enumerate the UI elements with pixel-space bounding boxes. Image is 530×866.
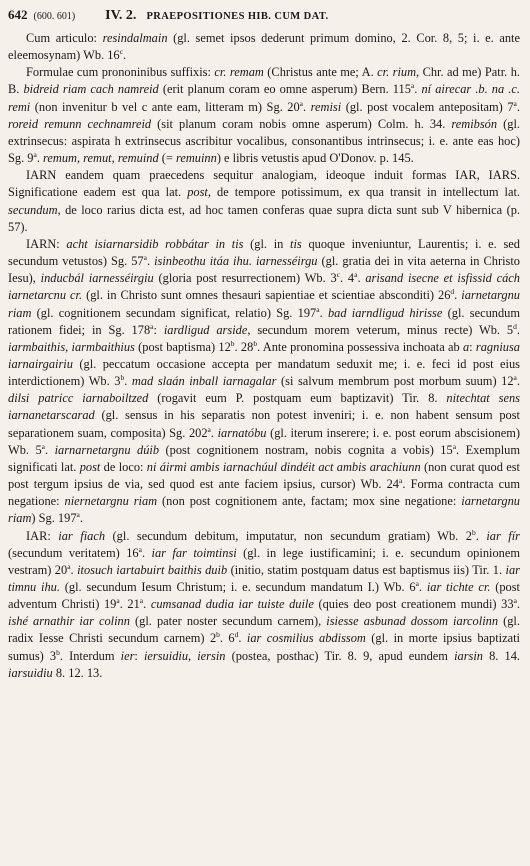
latin-text: ) e libris vetustis apud O'Donov. p. 145. — [216, 151, 414, 166]
latin-text: . Exemplum significati lat. — [8, 442, 520, 474]
irish-gloss-text: itosuch iartabuirt baithis duib — [77, 562, 228, 577]
latin-text: (gl. in morte ipsius baptizati sumus) 3 — [8, 631, 520, 663]
latin-text: (gl. extrinsecus: aspirata h extrinsecus ascribitur vocalibus, consonantibus intrinsecus; i. e. ante eas hoc) Sg. 9 — [8, 116, 520, 166]
latin-text: . — [210, 425, 218, 440]
text-body — [8, 30, 520, 682]
latin-text: , de loco rarius dicta est, ad hoc tamen conferas quae supra dicta sunt sub V hibernica (p. 57). — [8, 202, 520, 234]
latin-text: . — [319, 305, 328, 320]
irish-gloss-text: cr. remam — [214, 65, 264, 80]
irish-gloss-text: iarnatóbu — [217, 425, 267, 440]
latin-text: (si salvum membrum post morbum suum) 12 — [276, 374, 514, 389]
latin-text: . — [70, 562, 78, 577]
latin-text: . — [516, 99, 520, 114]
latin-text: . 28 — [234, 339, 254, 354]
folio-column-superscript: a — [316, 304, 320, 314]
latin-text: . — [454, 288, 462, 303]
latin-text: , Chr. ad me) Patr. h. B. — [8, 65, 520, 97]
latin-text: . — [414, 82, 422, 97]
latin-text: (gl. secundum Iesum Christum; i. e. secundum mandatum I.) Wb. 6 — [59, 580, 416, 594]
irish-gloss-text: iarnetargnu riam — [8, 494, 520, 526]
irish-gloss-text: arisand isecne et isfissid cách iarnetarcnu cr. — [8, 271, 520, 303]
latin-text: (gl. in — [243, 236, 291, 251]
latin-text: . — [141, 545, 152, 560]
irish-gloss-text: secundum — [8, 202, 58, 217]
latin-text: (gl. gratia dei in vita aeterna in Christo Iesu), — [8, 254, 520, 286]
irish-gloss-text: ier — [120, 648, 135, 663]
folio-column-superscript: a — [415, 578, 419, 588]
latin-text: (non invenitur b vel c ante eam, litteram m) Sg. 20 — [30, 99, 300, 114]
latin-text: : — [153, 322, 164, 337]
irish-gloss-text: cumsanad dudia iar tuiste duile — [150, 597, 314, 612]
latin-text: (post adventum Christi) 19 — [8, 580, 520, 612]
irish-gloss-text: iar far toimtinsi — [151, 545, 237, 560]
latin-text: . — [238, 631, 247, 646]
latin-text: (post baptisma) 12 — [134, 339, 231, 354]
irish-gloss-text: isiesse asbunad dossom iarcolinn — [326, 614, 499, 629]
irish-gloss-text: tis — [290, 236, 302, 251]
latin-text: (Christus ante me; A. — [263, 65, 378, 80]
folio-column-superscript: a — [452, 441, 457, 451]
section-number: IV. 2. — [105, 8, 137, 23]
folio-column-superscript: c — [119, 47, 123, 57]
irish-gloss-text: remuinn — [175, 151, 217, 166]
latin-text: (gl. secundum rationem fidei; in Sg. 178 — [8, 305, 520, 337]
latin-text: . — [357, 271, 366, 286]
irish-gloss-text: bad iarndligud hirisse — [327, 305, 443, 320]
irish-gloss-text: iar fiach — [58, 528, 106, 543]
latin-text: (gl. sensus in his separatis non potest inveniri; i. e. non habent sensum post separationem suam, composita) Sg. 202 — [8, 408, 520, 440]
latin-text: (gl. in Christo sunt omnes thesauri sapientiae et scientiae absconditi) 26 — [82, 288, 451, 303]
irish-gloss-text: iar timnu ihu. — [8, 562, 521, 594]
folio-column-superscript: a — [41, 441, 45, 451]
latin-text: (= — [158, 151, 176, 166]
folio-column-superscript: b — [216, 630, 220, 640]
latin-text: (non post cognitionem ante, factam; mox sine negatione: — [157, 494, 462, 509]
folio-column-superscript: a — [138, 544, 142, 554]
folio-column-superscript: a — [354, 270, 358, 280]
latin-text: . — [516, 322, 520, 337]
folio-column-superscript: a — [399, 475, 403, 485]
folio-column-superscript: a — [139, 596, 144, 606]
folio-column-superscript: b — [56, 647, 60, 657]
latin-text: : — [469, 339, 476, 354]
folio-column-superscript: b — [230, 338, 235, 348]
folio-column-superscript: a — [143, 252, 147, 262]
latin-text: (gl. peccatum occasione accepta per mandatum seduxit me; i. e. feci id post eius interdictionem) Wb. 3 — [8, 356, 520, 389]
irish-gloss-text: iarmbaithis, iarmbaithius — [8, 339, 135, 354]
folio-column-superscript: d — [450, 287, 455, 297]
latin-text: (gl. in lege iustificamini; i. e. secundum opinionem vestram) 20 — [8, 545, 520, 577]
irish-gloss-text: iarsin — [454, 648, 483, 663]
latin-text: (gl. cognitionem secundam significat, relatio) Sg. 197 — [31, 305, 317, 320]
latin-text: . 21 — [119, 597, 140, 612]
latin-text: (rogavit eum P. postquam eum baptizavit) Tir. 8. — [148, 391, 447, 406]
folio-column-superscript: a — [410, 81, 415, 91]
latin-text: (gl. secundum debitum, imputatur, non secundum gratiam) Wb. 2 — [105, 528, 472, 543]
latin-text: . — [143, 597, 151, 612]
irish-gloss-text: niernetargnu riam — [64, 494, 158, 509]
irish-gloss-text: mad slaán inball iarnagalar — [131, 374, 277, 389]
latin-text: ) Sg. 197 — [31, 511, 77, 526]
irish-gloss-text: dilsi patricc iarnaboiltzed — [8, 391, 149, 406]
latin-text: (gl. radix Iesse Christi secundum carnem) 2 — [8, 614, 520, 646]
folio-column-superscript: d — [234, 630, 239, 640]
irish-gloss-text: nitechtat sens iarnanetarscarad — [8, 391, 520, 423]
latin-text: quoque inveniuntur, Laurentis; i. e. sed secundum vetustos) Sg. 57 — [8, 236, 520, 269]
latin-text: . — [418, 580, 427, 594]
folio-column-superscript: a — [513, 373, 517, 382]
irish-gloss-text: iardligud arside — [163, 322, 248, 337]
folio-column-superscript: a — [76, 510, 80, 520]
irish-gloss-text: bidreid riam cach namreid — [23, 82, 159, 97]
latin-text: . — [303, 99, 311, 114]
irish-gloss-text: cr. rium — [377, 65, 417, 80]
latin-text: (erit planum coram eo omne asperum) Bern. 115 — [158, 82, 411, 97]
folio-column-superscript: a — [33, 149, 37, 159]
latin-text: . — [475, 528, 487, 543]
latin-text: . — [146, 254, 155, 269]
irish-gloss-text: a — [462, 339, 470, 354]
latin-text: (postea, posthac) Tir. 8. 9, apud eundem — [225, 648, 455, 663]
irish-gloss-text: post — [187, 185, 208, 200]
page-number: 642 — [8, 7, 28, 22]
irish-gloss-text: iarsuidiu — [8, 665, 53, 680]
folio-column-superscript: a — [116, 596, 120, 606]
latin-text: (sit planum coram nobis omne asperum) Colm. h. 34. — [151, 116, 452, 131]
latin-text: (initio, statim postquam datus est baptismus iis) Tir. 1. — [227, 562, 506, 577]
latin-text: . Ante pronomina possessiva inchoata ab — [257, 339, 463, 354]
latin-text: (gl. semet ipsos dederunt primum domino, 2. Cor. 8, 5; i. e. ante eleemosynam) Wb. 16 — [8, 31, 520, 63]
irish-gloss-text: remisi — [310, 99, 342, 114]
irish-gloss-text: iar fír — [486, 528, 520, 543]
latin-text: (gl. post vocalem antepositam) 7 — [341, 99, 514, 114]
latin-text: 8. 14. — [482, 648, 521, 663]
irish-gloss-text: remum, remut, remuind — [43, 151, 159, 166]
latin-text: . — [79, 511, 83, 526]
folio-column-superscript: b — [253, 338, 258, 348]
irish-gloss-text: ní airecar .b. na .c. remi — [8, 82, 520, 114]
folio-column-superscript: a — [207, 424, 211, 434]
irish-gloss-text: iarnarnetargnu dúib — [54, 442, 160, 457]
latin-text: 8. 12. 13. — [52, 665, 103, 680]
latin-text: (secundum veritatem) 16 — [8, 545, 139, 560]
latin-text: de loco: — [100, 459, 147, 474]
latin-text: Cum articulo: — [26, 31, 103, 45]
irish-gloss-text: inducbál iarnesséirgiu — [40, 271, 154, 286]
running-title: PRAEPOSITIONES HIB. CUM DAT. — [146, 11, 329, 22]
irish-gloss-text: acht isiarnarsidib robbátar in tis — [66, 236, 244, 251]
latin-text: . Interdum — [59, 648, 121, 663]
irish-gloss-text: iar cosmilius abdissom — [246, 631, 366, 646]
folio-column-superscript: a — [513, 596, 517, 606]
irish-gloss-text: ragniusa iarnairgairiu — [8, 339, 520, 371]
irish-gloss-text: post — [79, 459, 101, 474]
irish-gloss-text: remibsón — [451, 116, 498, 131]
latin-text: . — [122, 48, 127, 63]
folio-column-superscript: a — [299, 98, 304, 108]
folio-column-superscript: b — [471, 527, 476, 537]
running-header — [8, 6, 520, 26]
latin-text: . — [36, 151, 44, 166]
latin-text: . 4 — [340, 271, 355, 286]
latin-text: . — [516, 374, 520, 389]
latin-text: (gl. pater noster secundum carnem), — [129, 614, 327, 629]
folio-column-superscript: b — [120, 373, 125, 382]
folio-column-superscript: a — [513, 98, 517, 108]
latin-text: Formulae cum prononinibus suffixis: — [26, 65, 215, 80]
irish-gloss-text: isinbeothu itáa ihu. iarnesséirgu — [154, 254, 318, 269]
folio-column-superscript: d — [513, 321, 517, 331]
folio-column-superscript: a — [150, 321, 154, 331]
latin-text: , de tempore potissimum, ex qua transit in intellectum lat. — [207, 185, 520, 200]
paragraph-cum-articulo — [8, 30, 520, 64]
latin-text: (quies deo post creationem mundi) 33 — [313, 597, 514, 612]
folio-column-superscript: c — [336, 270, 341, 280]
latin-text: IAR: — [26, 528, 59, 543]
latin-text: , secundum morem veterum, minus recte) Wb. 5 — [247, 322, 514, 337]
latin-text: (non curat quod est post tergum ipsius de via, sed quod est ante faciem ipsius, cursor) Wb. 24 — [8, 459, 520, 492]
latin-text: (post cognitionem nostram, nobis cognita a vobis) 15 — [159, 442, 453, 457]
latin-text: (gloria post resurrectionem) Wb. 3 — [153, 271, 337, 286]
irish-gloss-text: iersuidiu, iersin — [143, 648, 226, 663]
latin-text: . 6 — [219, 631, 235, 646]
irish-gloss-text: roreid remunn cechnamreid — [8, 116, 152, 131]
irish-gloss-text: iar tichte cr. — [426, 580, 491, 594]
irish-gloss-text: ni áirmi ambis iarnachúul dindéit act ambis arachiunn — [146, 459, 421, 474]
paragraph-iarn-intro — [8, 167, 520, 236]
folio-column-superscript: a — [67, 561, 71, 571]
latin-text: IARN: — [26, 236, 67, 251]
latin-text: . — [124, 374, 132, 389]
latin-text: IARN eandem quam praecedens sequitur analogiam, ideoque induit formas IAR, IARS. Significatione eadem est qua lat. — [8, 168, 520, 200]
latin-text: . — [516, 597, 521, 612]
irish-gloss-text: resindalmain — [102, 31, 168, 45]
paragraph-iarn-examples — [8, 236, 520, 528]
latin-text: (gl. iterum inserere; i. e. post eorum abscisionem) Wb. 5 — [8, 425, 520, 457]
latin-text: : — [134, 648, 144, 663]
irish-gloss-text: iarnetargnu riam — [8, 288, 521, 320]
irish-gloss-text: ishé arnathir iar colinn — [8, 614, 130, 629]
paragraph-formulae-pronominibus — [8, 64, 520, 167]
original-page-reference: (600. 601) — [33, 11, 76, 22]
paragraph-iar-examples — [8, 528, 520, 682]
latin-text: . — [45, 442, 55, 457]
latin-text: . Forma contracta cum negatione: — [8, 477, 520, 509]
